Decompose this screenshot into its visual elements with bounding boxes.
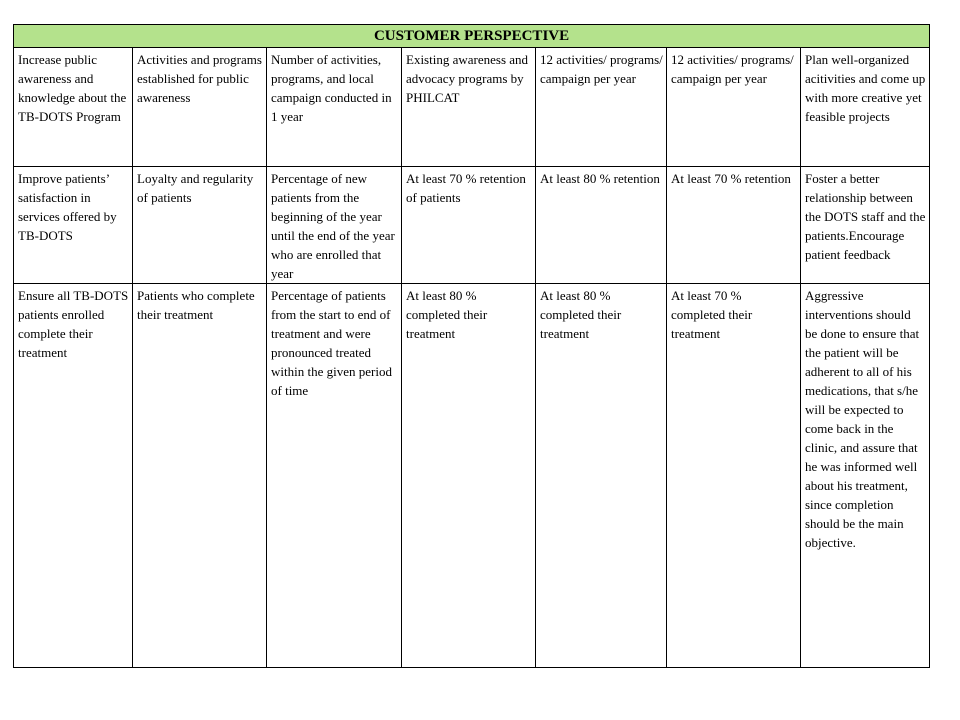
target-b-cell: At least 70 % retention xyxy=(667,167,801,284)
objective-cell: Increase public awareness and knowledge about the TB-DOTS Program xyxy=(14,48,133,167)
target-b-cell: 12 activities/ programs/ campaign per year xyxy=(667,48,801,167)
target-b-cell: At least 70 % completed their treatment xyxy=(667,284,801,668)
table-row xyxy=(14,48,930,167)
customer-perspective-table xyxy=(13,24,930,668)
indicator-cell: Percentage of new patients from the beginning of the year until the end of the year who are enrolled that year xyxy=(267,167,402,284)
initiative-cell: Plan well-organized acitivities and come up with more creative yet feasible projects xyxy=(801,48,930,167)
indicator-cell: Percentage of patients from the start to end of treatment and were pronounced treated within the given period of time xyxy=(267,284,402,668)
target-a-cell: 12 activities/ programs/ campaign per year xyxy=(536,48,667,167)
initiative-cell: Aggressive interventions should be done to ensure that the patient will be adherent to all of his medications, that s/he will be expected to come back in the clinic, and assure that he was informed well about his treatment, since completion should be the main objective. xyxy=(801,284,930,668)
measure-cell: Patients who complete their treatment xyxy=(133,284,267,668)
initiative-cell: Foster a better relationship between the DOTS staff and the patients.Encourage patient feedback xyxy=(801,167,930,284)
table-row xyxy=(14,284,930,668)
indicator-cell: Number of activities, programs, and local campaign conducted in 1 year xyxy=(267,48,402,167)
target-a-cell: At least 80 % retention xyxy=(536,167,667,284)
baseline-cell: Existing awareness and advocacy programs by PHILCAT xyxy=(402,48,536,167)
table-row xyxy=(14,167,930,284)
baseline-cell: At least 80 % completed their treatment xyxy=(402,284,536,668)
objective-cell: Improve patients’ satisfaction in services offered by TB-DOTS xyxy=(14,167,133,284)
measure-cell: Loyalty and regularity of patients xyxy=(133,167,267,284)
target-a-cell: At least 80 % completed their treatment xyxy=(536,284,667,668)
baseline-cell: At least 70 % retention of patients xyxy=(402,167,536,284)
measure-cell: Activities and programs established for public awareness xyxy=(133,48,267,167)
objective-cell: Ensure all TB-DOTS patients enrolled complete their treatment xyxy=(14,284,133,668)
table-title: CUSTOMER PERSPECTIVE xyxy=(14,25,930,48)
